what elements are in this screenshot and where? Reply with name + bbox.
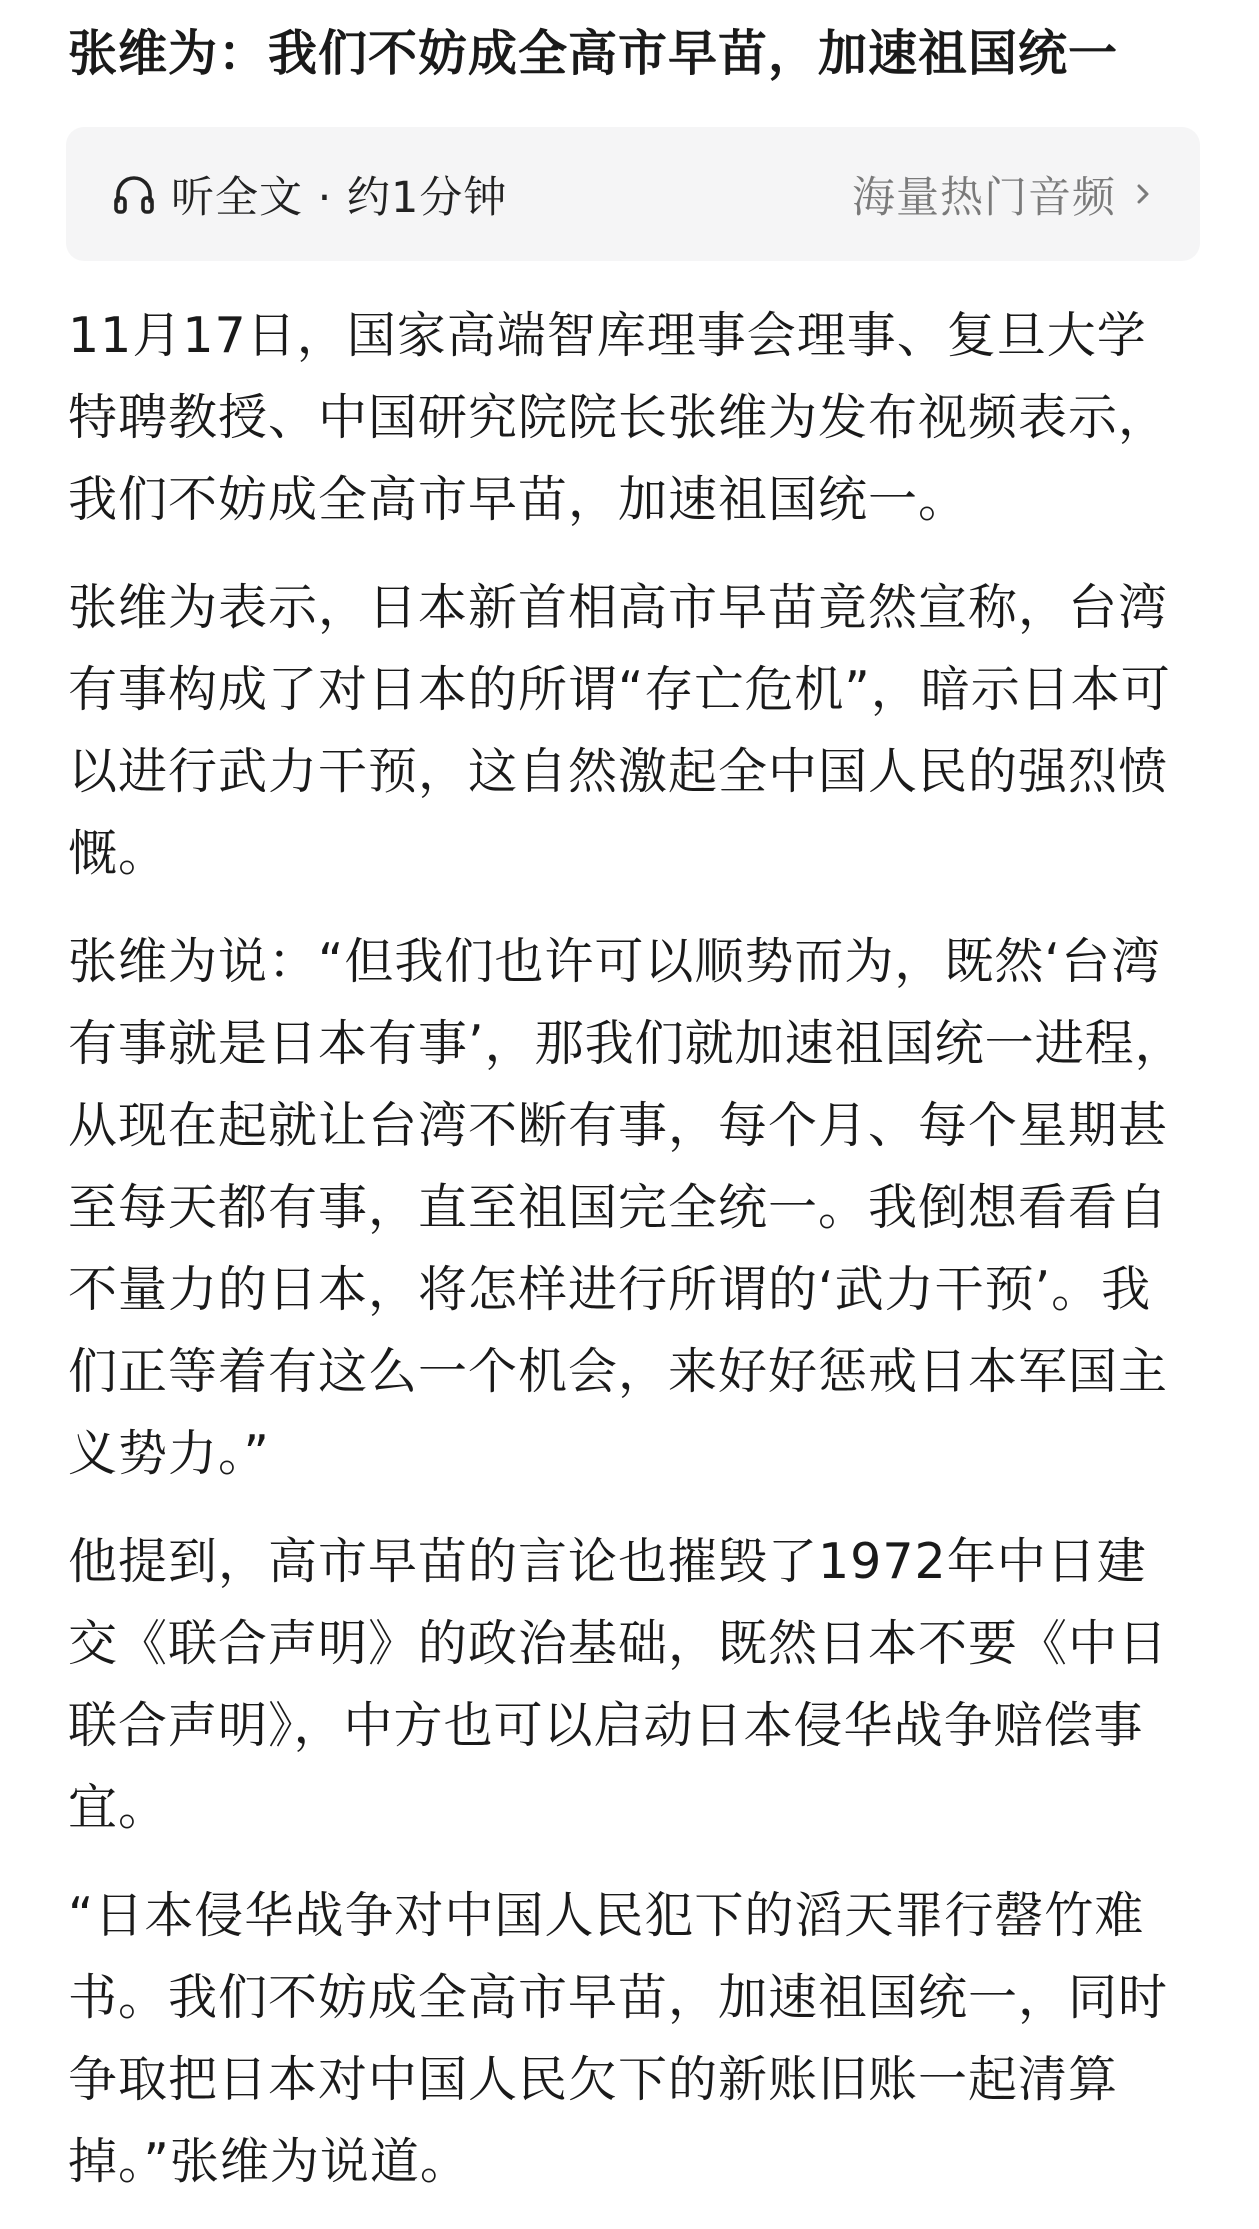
article-title: 张维为：我们不妨成全高市早苗，加速祖国统一 — [68, 25, 1119, 82]
article-paragraph: 11月17日，国家高端智库理事会理事、复旦大学特聘教授、中国研究院院长张维为发布视频表示，我们不妨成全高市早苗，加速祖国统一。 — [68, 307, 1169, 528]
headphones-icon — [111, 171, 157, 217]
listen-full-text-button[interactable] — [111, 127, 507, 261]
article-body — [68, 295, 1196, 2229]
article-paragraph: 张维为说：“但我们也许可以顺势而为，既然‘台湾有事就是日本有事’，那我们就加速祖国统一进程，从现在起就让台湾不断有事，每个月、每个星期甚至每天都有事，直至祖国完全统一。我倒想看看自不量力的日本，将怎样进行所谓的‘武力干预’。我们正等着有这么一个机会，来好好惩戒日本军国主义势力。” — [68, 933, 1185, 1482]
article-paragraph: 他提到，高市早苗的言论也摧毁了1972年中日建交《联合声明》的政治基础，既然日本不要《中日联合声明》，中方也可以启动日本侵华战争赔偿事宜。 — [68, 1533, 1169, 1836]
popular-audio-link[interactable] — [852, 127, 1156, 261]
listen-duration-label: 听全文 · 约1分钟 — [171, 172, 508, 223]
article-paragraph: “日本侵华战争对中国人民犯下的滔天罪行罄竹难书。我们不妨成全高市早苗，加速祖国统一，同时争取把日本对中国人民欠下的新账旧账一起清算掉。”张维为说道。 — [68, 1887, 1169, 2190]
article-paragraph: 张维为表示，日本新首相高市早苗竟然宣称，台湾有事构成了对日本的所谓“存亡危机”，暗示日本可以进行武力干预，这自然激起全中国人民的强烈愤慨。 — [68, 579, 1171, 882]
popular-audio-label: 海量热门音频 — [852, 172, 1116, 223]
chevron-right-icon — [1130, 179, 1156, 209]
listen-audio-bar[interactable] — [66, 127, 1200, 261]
